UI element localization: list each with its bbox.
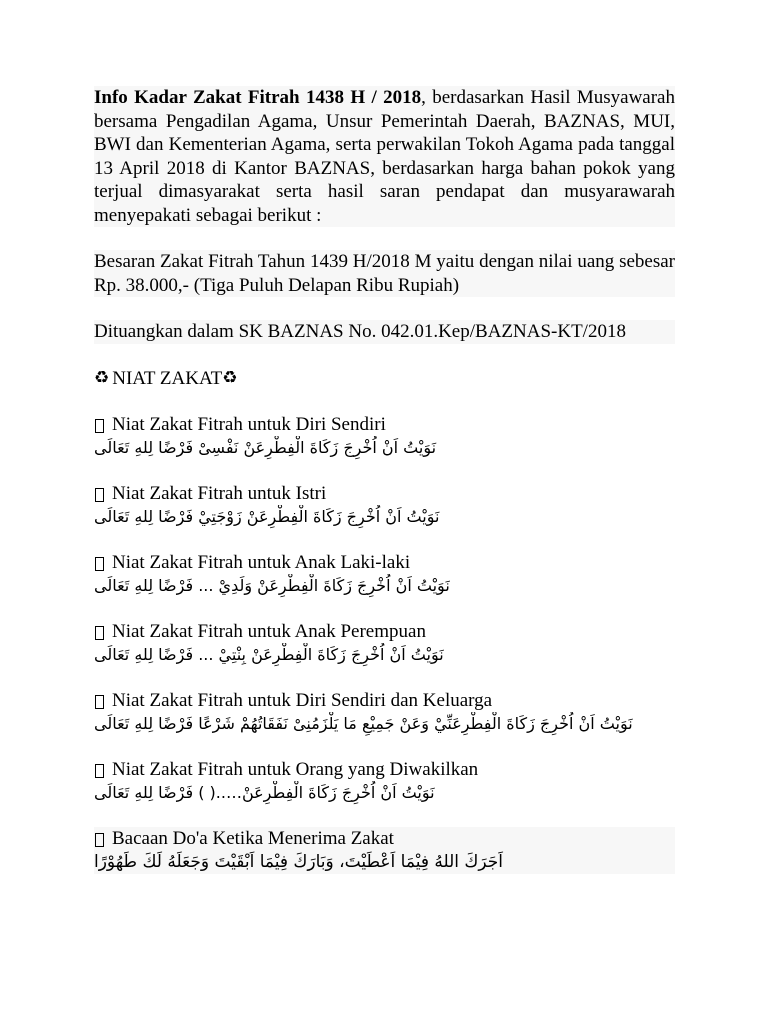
niat-item-title bbox=[94, 482, 675, 505]
niat-item bbox=[94, 551, 675, 598]
doa-arabic-text: اَجَرَكَ اللهُ فِيْمَا اَعْطَيْتَ، وَبَارَكَ فِيْمَا اَبْقَيْتَ وَجَعَلَهُ لَكَ طَهُوْرًا bbox=[94, 852, 504, 872]
spacer bbox=[94, 667, 675, 689]
spacer bbox=[94, 736, 675, 758]
niat-item-title bbox=[94, 758, 675, 781]
doa-label: Bacaan Do'a Ketika Menerima Zakat bbox=[112, 828, 394, 849]
niat-item-label: Niat Zakat Fitrah untuk Diri Sendiri bbox=[112, 414, 386, 435]
niat-item-label: Niat Zakat Fitrah untuk Diri Sendiri dan Keluarga bbox=[112, 690, 493, 711]
niat-item bbox=[94, 758, 675, 805]
box-icon bbox=[95, 557, 104, 571]
recycle-icon: ♻ bbox=[222, 367, 238, 388]
arabic-text: نَوَيْتُ اَنْ اُخْرِجَ زَكَاةَ الْفِطْرِعَنْ…..( ) فَرْضًا لِلهِ تَعَالَى bbox=[94, 783, 435, 802]
box-icon bbox=[95, 695, 104, 709]
sk-band bbox=[94, 320, 675, 344]
spacer bbox=[94, 344, 675, 367]
box-icon bbox=[95, 626, 104, 640]
arabic-text: نَوَيْتُ اَنْ اُخْرِجَ زَكَاةَ الْفِطْرِعَنِّيْ وَعَنْ جَمِيْعِ مَا يَلْزَمُنِىْ نَفَقَاتُهُمْ شَرْعًا فَرْضًا لِلهِ تَعَالَى bbox=[94, 714, 633, 733]
box-icon bbox=[95, 419, 104, 433]
niat-item-label: Niat Zakat Fitrah untuk Anak Laki-laki bbox=[112, 552, 411, 573]
box-icon bbox=[95, 833, 104, 847]
intro-text: , berdasarkan Hasil Musyawarah bersama Pengadilan Agama, Unsur Pemerintah Daerah, BAZNAS, MUI, BWI dan Kementerian Agama, serta perwakilan Tokoh Agama pada tanggal 13 April 2018 di Kantor BAZNAS, berdasarkan harga bahan pokok yang terjual dimasyarakat serta hasil saran pendapat dan musyarawarah menyepakati sebagai berikut : bbox=[94, 87, 675, 226]
spacer bbox=[94, 529, 675, 551]
box-icon bbox=[95, 488, 104, 502]
niat-item bbox=[94, 413, 675, 460]
spacer bbox=[94, 805, 675, 827]
document-page bbox=[94, 86, 675, 874]
niat-item-label: Niat Zakat Fitrah untuk Istri bbox=[112, 483, 327, 504]
spacer bbox=[94, 598, 675, 620]
arabic-text: نَوَيْتُ اَنْ اُخْرِجَ زَكَاةَ الْفِطْرِعَنْ نَفْسِىْ فَرْضًا لِلهِ تَعَالَى bbox=[94, 438, 437, 457]
doa-title bbox=[94, 827, 675, 850]
intro-title: Info Kadar Zakat Fitrah 1438 H / 2018 bbox=[94, 87, 422, 108]
doa-band bbox=[94, 827, 675, 874]
arabic-text: نَوَيْتُ اَنْ اُخْرِجَ زَكَاةَ الْفِطْرِعَنْ زَوْجَتِيْ فَرْضًا لِلهِ تَعَالَى bbox=[94, 507, 440, 526]
niat-item-title bbox=[94, 413, 675, 436]
arabic-text: نَوَيْتُ اَنْ اُخْرِجَ زَكَاةَ الْفِطْرِعَنْ بِنْتِيْ ... فَرْضًا لِلهِ تَعَالَى bbox=[94, 645, 444, 664]
spacer bbox=[94, 460, 675, 482]
sk-paragraph: Dituangkan dalam SK BAZNAS No. 042.01.Kep/BAZNAS-KT/2018 bbox=[94, 321, 626, 342]
besaran-paragraph: Besaran Zakat Fitrah Tahun 1439 H/2018 M yaitu dengan nilai uang sebesar Rp. 38.000,- (Tiga Puluh Delapan Ribu Rupiah) bbox=[94, 251, 675, 296]
recycle-icon: ♻ bbox=[94, 367, 110, 388]
niat-item bbox=[94, 689, 675, 736]
niat-item-title bbox=[94, 620, 675, 643]
box-icon bbox=[95, 764, 104, 778]
niat-heading bbox=[94, 367, 675, 391]
niat-item-label: Niat Zakat Fitrah untuk Anak Perempuan bbox=[112, 621, 426, 642]
intro-paragraph bbox=[94, 86, 675, 227]
spacer bbox=[94, 227, 675, 250]
niat-item bbox=[94, 482, 675, 529]
niat-item-label: Niat Zakat Fitrah untuk Orang yang Diwakilkan bbox=[112, 759, 479, 780]
spacer bbox=[94, 390, 675, 413]
arabic-text: نَوَيْتُ اَنْ اُخْرِجَ زَكَاةَ الْفِطْرِعَنْ وَلَدِيْ ... فَرْضًا لِلهِ تَعَالَى bbox=[94, 576, 450, 595]
niat-item-title bbox=[94, 689, 675, 712]
besaran-band bbox=[94, 250, 675, 297]
niat-item-title bbox=[94, 551, 675, 574]
niat-heading-label: NIAT ZAKAT bbox=[112, 367, 223, 389]
intro-band bbox=[94, 86, 675, 227]
niat-item bbox=[94, 620, 675, 667]
spacer bbox=[94, 297, 675, 320]
